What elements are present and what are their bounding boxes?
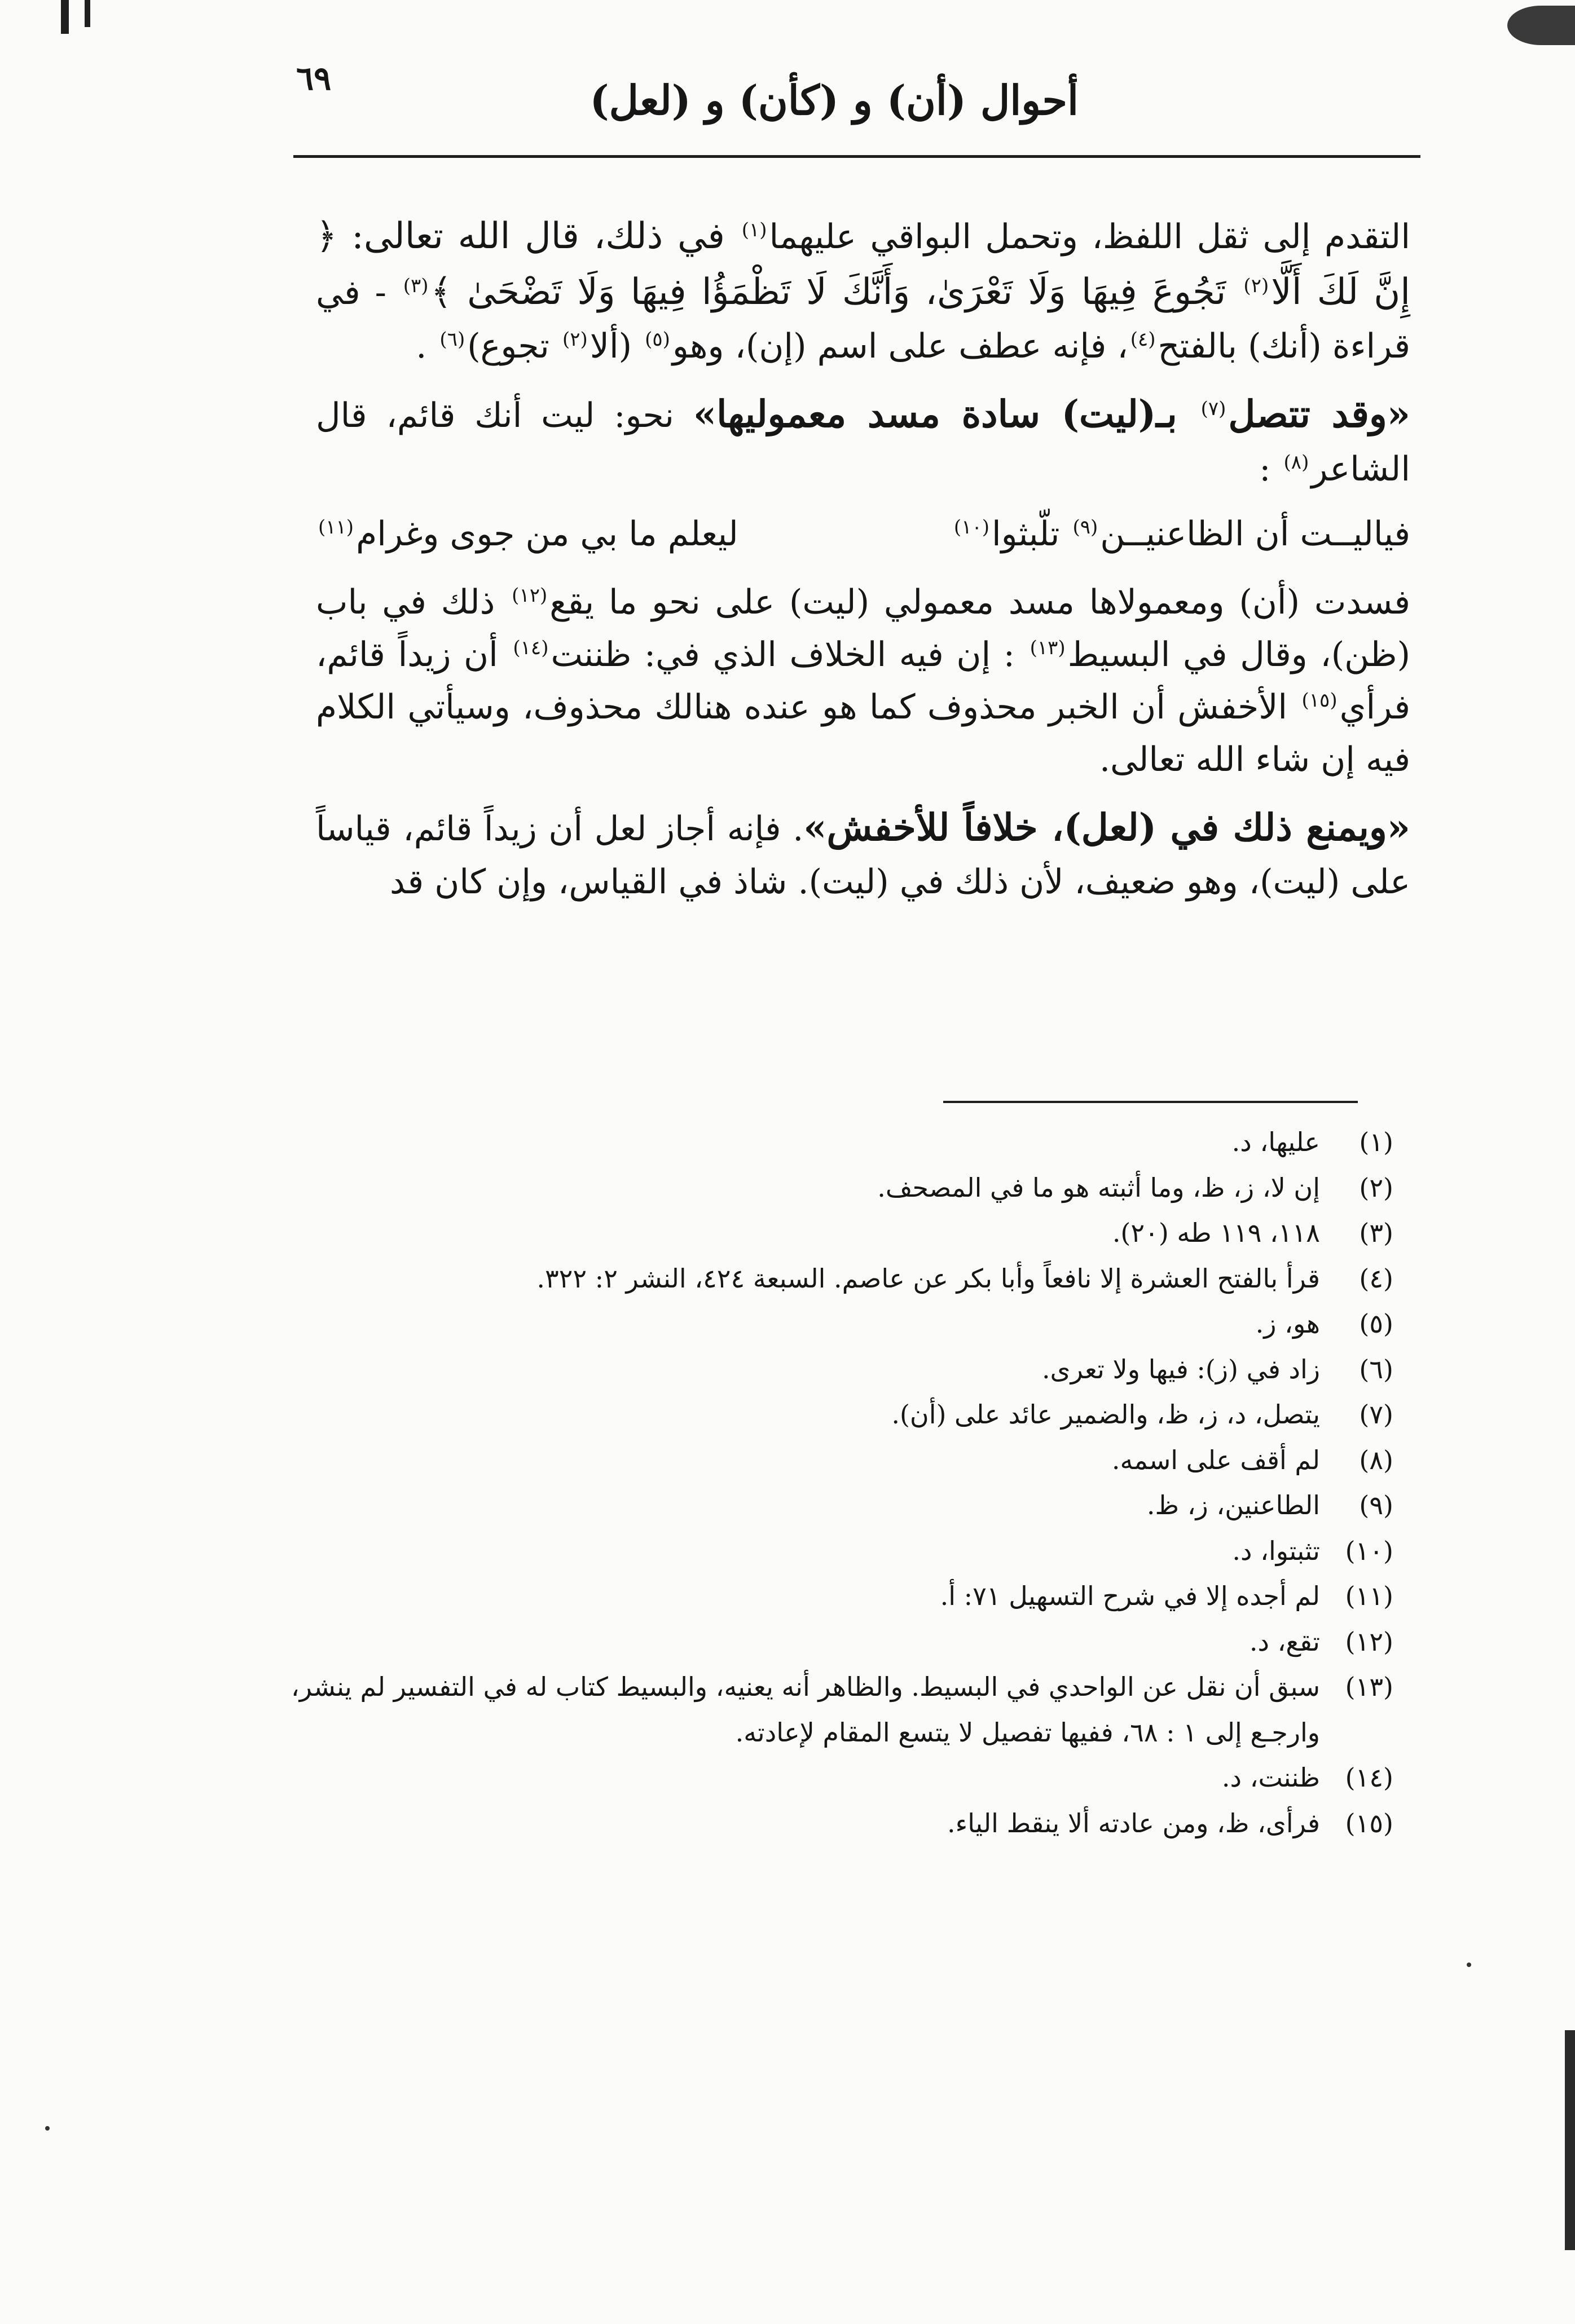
footnote-text: إن لا، ز، ظ، وما أثبته هو ما في المصحف. <box>877 1172 1320 1203</box>
main-text <box>316 209 1410 921</box>
footnote-ref: (١٥) <box>1301 689 1338 712</box>
text-run: ، فإنه عطف على اسم (إن)، وهو <box>672 327 1128 367</box>
footnote-text: قرأ بالفتح العشرة إلا نافعاً وأبا بكر عن عاصم. السبعة ٤٢٤، النشر ٢: ٣٢٢. <box>536 1263 1320 1294</box>
quran-text: في ذلك، قال الله تعالى: ﴿ إِنَّ لَكَ أَلَّا <box>316 215 1411 314</box>
footnote-number: (٤) <box>1359 1263 1393 1294</box>
text-run: أن زيداً قائم، فرأي <box>316 634 1410 727</box>
footnote <box>282 1392 1393 1437</box>
footnote-ref: (١١) <box>318 515 354 539</box>
footnote-ref: (١٤) <box>513 636 549 659</box>
footnote-ref: (٢) <box>562 328 588 351</box>
footnote-number: (٣) <box>1359 1218 1393 1248</box>
footnote-text: تثبتوا، د. <box>1232 1535 1320 1566</box>
matn-text: «ويمنع ذلك في (لعل)، خلافاً للأخفش» <box>803 805 1410 849</box>
footnote <box>282 1573 1393 1619</box>
footnote-text: تقع، د. <box>1249 1626 1320 1657</box>
footnote <box>282 1437 1393 1483</box>
footnote-ref: (٨) <box>1283 451 1309 474</box>
scan-artifact <box>1507 6 1575 45</box>
footnote-ref: (٣) <box>403 275 429 298</box>
text-run: فسدت (أن) ومعمولاها مسد معمولي (ليت) على نحو ما يقع <box>549 582 1410 622</box>
text-run: (ألا <box>589 327 643 367</box>
footnote-ref: (٤) <box>1130 328 1156 351</box>
footnote <box>282 1301 1393 1347</box>
quran-text: تَجُوعَ فِيهَا وَلَا تَعْرَىٰ، وَأَنَّكَ لَا تَظْمَؤُا فِيهَا وَلَا تَضْحَىٰ ﴾ <box>430 271 1242 314</box>
footnote <box>282 1755 1393 1801</box>
scan-dot <box>45 2126 50 2131</box>
text-run: - في قراءة (أنك) بالفتح <box>316 273 1410 367</box>
text-run: الأخفش أن الخبر محذوف كما هو عنده هنالك محذوف، وسيأتي الكلام فيه إن شاء الله تعالى. <box>316 687 1410 779</box>
footnote-text: فرأى، ظ، ومن عادته ألا ينقط الياء. <box>947 1807 1320 1838</box>
footnote-ref: (٦) <box>439 328 465 351</box>
footnote-ref: (١٠) <box>953 515 989 539</box>
text-run: تجوع) <box>467 327 560 367</box>
footnote-number: (٨) <box>1359 1444 1393 1475</box>
footnote-number: (٩) <box>1359 1490 1393 1520</box>
footnote-number: (١) <box>1359 1127 1393 1157</box>
footnote-number: (١٥) <box>1345 1807 1393 1838</box>
footnote-number: (١٠) <box>1345 1535 1393 1566</box>
footnote-number: (١٣) <box>1345 1672 1393 1702</box>
page-title: أحوال (أن) و (كأن) و (لعل) <box>589 76 1079 124</box>
footnote-number: (٦) <box>1359 1353 1393 1384</box>
matn-text: بـ(ليت) سادة مسد معموليها» <box>693 392 1199 436</box>
text-run: ليعلم ما بي من جوى وغرام <box>356 514 738 554</box>
footnote <box>282 1256 1393 1302</box>
paragraph-3 <box>316 576 1410 786</box>
footnote-text: هو، ز. <box>1255 1308 1320 1339</box>
text-run: : <box>1259 449 1282 489</box>
footnote-ref: (١٣) <box>1030 636 1066 659</box>
footnote-ref: (١٢) <box>512 584 548 607</box>
footnote-number: (١١) <box>1345 1581 1393 1611</box>
footnote-text: الطاعنين، ز، ظ. <box>1146 1490 1320 1520</box>
footnote-text: زاد في (ز): فيها ولا تعرى. <box>1041 1353 1320 1384</box>
footnote <box>282 1801 1393 1846</box>
scan-artifact <box>61 0 69 34</box>
footnote-text: ظننت، د. <box>1221 1762 1320 1793</box>
scan-artifact <box>1565 2030 1575 2250</box>
footnote-number: (٧) <box>1359 1399 1393 1430</box>
text-run: ذلك في باب (ظن)، وقال في البسيط <box>316 582 1410 674</box>
footnote-text: يتصل، د، ز، ظ، والضمير عائد على (أن). <box>891 1399 1320 1430</box>
footnote <box>282 1210 1393 1256</box>
footnote-ref: (٢) <box>1243 275 1269 298</box>
poem-verse <box>316 508 1410 561</box>
footnote <box>282 1528 1393 1574</box>
text-run: نحو: ليت أنك قائم، قال الشاعر <box>316 396 1410 489</box>
text-run: : إن فيه الخلاف الذي في: ظننت <box>551 634 1028 674</box>
scan-artifact <box>85 0 90 27</box>
header-rule <box>293 155 1420 158</box>
footnote <box>282 1619 1393 1665</box>
footnote-text: سبق أن نقل عن الواحدي في البسيط. والظاهر أنه يعنيه، والبسيط كتاب له في التفسير لم ينشر، وارجـع إلى ١ : ٦٨، ففيها تفصيل لا يتسع المقام لإعادته. <box>291 1672 1320 1748</box>
footnote <box>282 1347 1393 1392</box>
text-run: . فإنه أجاز لعل أن زيداً قائم، قياساً على (ليت)، وهو ضعيف، لأن ذلك في (ليت). شاذ في القياس، وإن كان قد <box>316 809 1410 902</box>
text-run: تلّبثوا <box>991 514 1071 554</box>
footnote-text: عليها، د. <box>1231 1127 1320 1157</box>
footnote-ref: (٧) <box>1200 398 1226 421</box>
text-run: . <box>416 327 438 367</box>
page-number: ٦٩ <box>296 59 332 98</box>
footnote-number: (١٤) <box>1345 1762 1393 1793</box>
footnote-number: (٢) <box>1359 1172 1393 1203</box>
footnote-text: ١١٨، ١١٩ طه (٢٠). <box>1112 1218 1320 1248</box>
footnote-text: لم أجده إلا في شرح التسهيل ٧١: أ. <box>940 1581 1320 1611</box>
footnote-ref: (١) <box>741 219 767 241</box>
paragraph-1 <box>316 209 1410 373</box>
text-run: فياليــت أن الظاعنيــن <box>1100 514 1410 554</box>
footnotes <box>282 1119 1393 1846</box>
paragraph-2 <box>316 385 1410 495</box>
matn-text: «وقد تتصل <box>1228 392 1410 436</box>
footnote-ref: (٥) <box>645 328 670 351</box>
footnote <box>282 1483 1393 1528</box>
footnote <box>282 1664 1393 1755</box>
poem-hemistich-2 <box>316 508 738 561</box>
footnote-ref: (٩) <box>1072 515 1098 539</box>
footnote-number: (٥) <box>1359 1308 1393 1339</box>
footnote-rule <box>943 1101 1358 1103</box>
text-run: التقدم إلى ثقل اللفظ، وتحمل البواقي عليهما <box>769 217 1410 257</box>
footnote <box>282 1165 1393 1211</box>
footnote-text: لم أقف على اسمه. <box>1111 1444 1320 1475</box>
footnote <box>282 1119 1393 1165</box>
paragraph-4 <box>316 799 1410 909</box>
poem-hemistich-1 <box>952 508 1410 561</box>
scan-dot <box>1467 1963 1471 1967</box>
footnote-number: (١٢) <box>1345 1626 1393 1657</box>
